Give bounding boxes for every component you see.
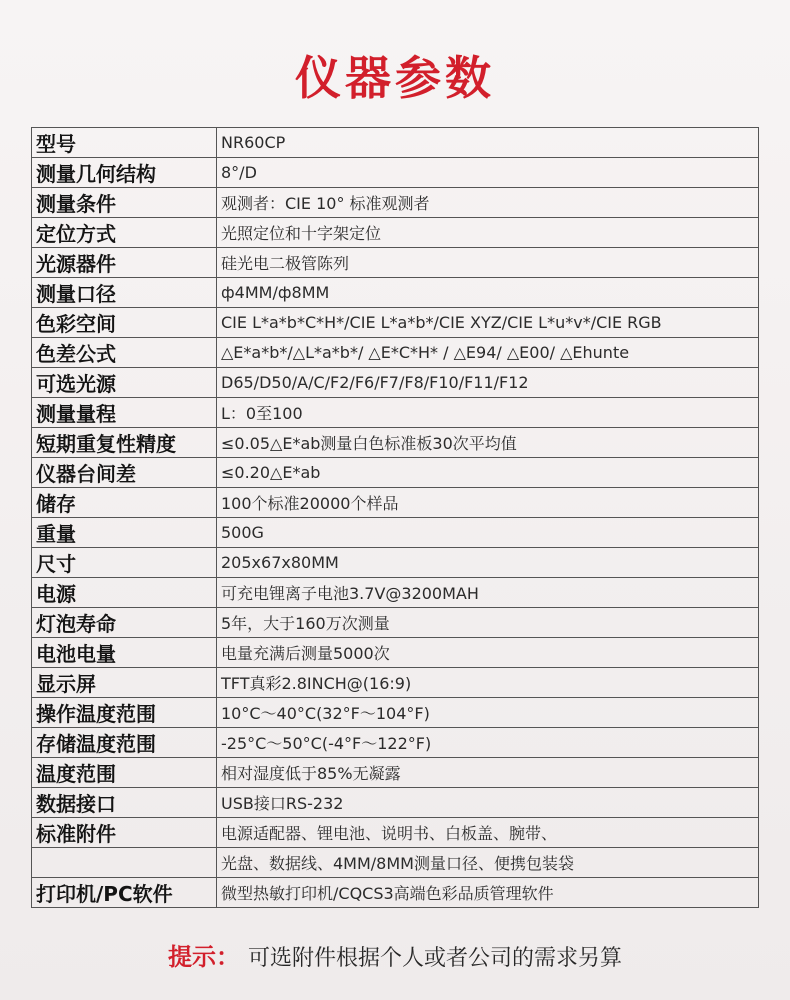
spec-value: 光盘、数据线、4MM/8MM测量口径、便携包装袋 (217, 848, 759, 878)
spec-label: 测量几何结构 (32, 158, 217, 188)
spec-value: ≤0.05△E*ab测量白色标准板30次平均值 (217, 428, 759, 458)
spec-value: ф4MM/ф8MM (217, 278, 759, 308)
spec-value: 5年，大于160万次测量 (217, 608, 759, 638)
spec-label: 测量口径 (32, 278, 217, 308)
spec-value: L：0至100 (217, 398, 759, 428)
table-row (32, 458, 759, 488)
spec-value: 相对湿度低于85%无凝露 (217, 758, 759, 788)
table-row (32, 188, 759, 218)
table-row (32, 218, 759, 248)
spec-label: 电源 (32, 578, 217, 608)
spec-value: 可充电锂离子电池3.7V@3200MAH (217, 578, 759, 608)
table-row (32, 338, 759, 368)
tip-label: 提示： (167, 943, 240, 971)
table-row (32, 758, 759, 788)
spec-label: 型号 (32, 128, 217, 158)
table-row (32, 608, 759, 638)
spec-value: NR60CP (217, 128, 759, 158)
table-row (32, 518, 759, 548)
spec-label: 打印机/PC软件 (32, 878, 217, 908)
tip-text: 可选附件根据个人或者公司的需求另算 (247, 946, 622, 971)
spec-value: -25°C～50°C(-4°F～122°F) (217, 728, 759, 758)
spec-label: 重量 (32, 518, 217, 548)
table-row (32, 578, 759, 608)
table-row (32, 308, 759, 338)
spec-label: 定位方式 (32, 218, 217, 248)
spec-label: 储存 (32, 488, 217, 518)
table-row (32, 548, 759, 578)
spec-value: 500G (217, 518, 759, 548)
spec-table (31, 127, 759, 908)
table-row-accessories-cont (32, 848, 759, 878)
table-row (32, 278, 759, 308)
spec-label: 标准附件 (32, 818, 217, 848)
table-row (32, 728, 759, 758)
spec-value: △E*a*b*/△L*a*b*/ △E*C*H* / △E94/ △E00/ △Ehunte (217, 338, 759, 368)
table-row (32, 638, 759, 668)
spec-label: 显示屏 (32, 668, 217, 698)
spec-label: 短期重复性精度 (32, 428, 217, 458)
table-row (32, 428, 759, 458)
table-row (32, 128, 759, 158)
table-row (32, 368, 759, 398)
tip-note (0, 937, 790, 972)
spec-value: 光照定位和十字架定位 (217, 218, 759, 248)
table-row (32, 698, 759, 728)
spec-value: 100个标准20000个样品 (217, 488, 759, 518)
spec-value: 8°/D (217, 158, 759, 188)
spec-value: 电源适配器、锂电池、说明书、白板盖、腕带、 (217, 818, 759, 848)
spec-label: 测量条件 (32, 188, 217, 218)
table-row (32, 788, 759, 818)
page-title: 仪器参数 (295, 51, 495, 105)
spec-value: 电量充满后测量5000次 (217, 638, 759, 668)
spec-value: 10°C～40°C(32°F～104°F) (217, 698, 759, 728)
spec-value: ≤0.20△E*ab (217, 458, 759, 488)
spec-value: 微型热敏打印机/CQCS3高端色彩品质管理软件 (217, 878, 759, 908)
table-row (32, 248, 759, 278)
spec-value: 观测者：CIE 10° 标准观测者 (217, 188, 759, 218)
spec-value: D65/D50/A/C/F2/F6/F7/F8/F10/F11/F12 (217, 368, 759, 398)
table-row (32, 488, 759, 518)
spec-label: 尺寸 (32, 548, 217, 578)
spec-label: 测量量程 (32, 398, 217, 428)
spec-value: 硅光电二极管陈列 (217, 248, 759, 278)
table-row-accessories (32, 818, 759, 848)
table-row (32, 398, 759, 428)
spec-label-empty (32, 848, 217, 878)
spec-value: TFT真彩2.8INCH@(16:9) (217, 668, 759, 698)
spec-label: 可选光源 (32, 368, 217, 398)
table-row (32, 878, 759, 908)
spec-value: CIE L*a*b*C*H*/CIE L*a*b*/CIE XYZ/CIE L*u*v*/CIE RGB (217, 308, 759, 338)
spec-label: 仪器台间差 (32, 458, 217, 488)
spec-label: 光源器件 (32, 248, 217, 278)
spec-label: 色彩空间 (32, 308, 217, 338)
spec-value: USB接口RS-232 (217, 788, 759, 818)
table-row (32, 668, 759, 698)
spec-label: 灯泡寿命 (32, 608, 217, 638)
spec-label: 存储温度范围 (32, 728, 217, 758)
table-row (32, 158, 759, 188)
spec-label: 色差公式 (32, 338, 217, 368)
spec-label: 温度范围 (32, 758, 217, 788)
spec-label: 电池电量 (32, 638, 217, 668)
spec-value: 205x67x80MM (217, 548, 759, 578)
spec-label: 操作温度范围 (32, 698, 217, 728)
spec-label: 数据接口 (32, 788, 217, 818)
